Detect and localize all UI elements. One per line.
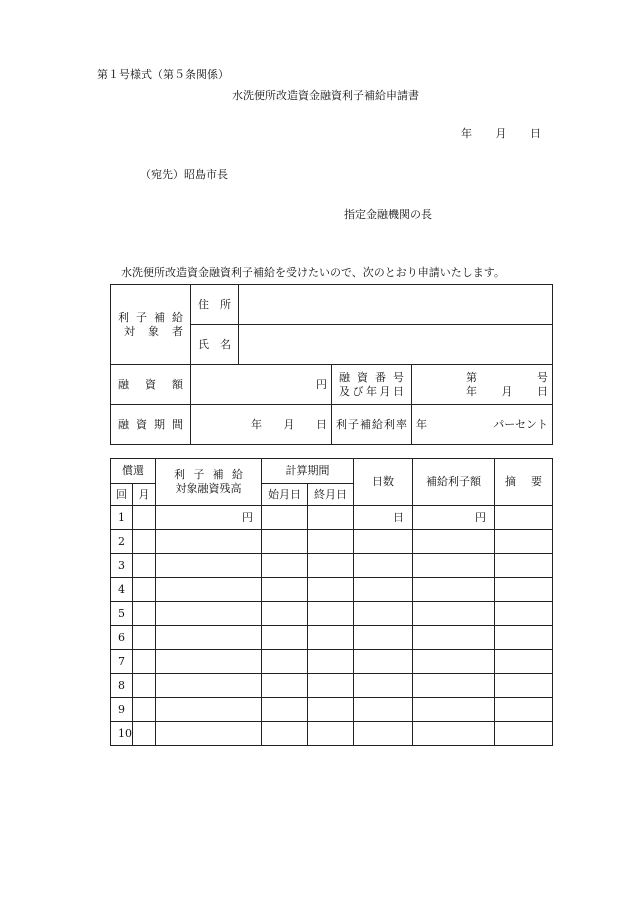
end-day-cell[interactable] bbox=[308, 578, 354, 602]
month-cell[interactable] bbox=[133, 530, 156, 554]
balance-cell[interactable] bbox=[156, 578, 262, 602]
loan-period-field[interactable]: 年 月 日 bbox=[191, 405, 332, 445]
balance-cell[interactable] bbox=[156, 530, 262, 554]
table-row bbox=[111, 626, 553, 650]
days-cell[interactable]: 日 bbox=[354, 506, 413, 530]
month-cell[interactable] bbox=[133, 506, 156, 530]
start-day-cell[interactable] bbox=[262, 674, 308, 698]
remarks-cell[interactable] bbox=[495, 530, 553, 554]
remarks-cell[interactable] bbox=[495, 626, 553, 650]
calc-period-header: 計算期間 bbox=[262, 459, 354, 484]
loan-period-label: 融資期間 bbox=[111, 405, 191, 445]
balance-cell[interactable] bbox=[156, 698, 262, 722]
start-day-cell[interactable] bbox=[262, 698, 308, 722]
repayment-schedule-table bbox=[110, 458, 553, 746]
table-row bbox=[111, 554, 553, 578]
remarks-cell[interactable] bbox=[495, 506, 553, 530]
balance-header: 利子補給 対象融資残高 bbox=[156, 459, 262, 506]
table-row bbox=[111, 530, 553, 554]
name-label: 氏名 bbox=[191, 325, 239, 365]
remarks-cell[interactable] bbox=[495, 554, 553, 578]
balance-cell[interactable]: 円 bbox=[156, 506, 262, 530]
start-day-cell[interactable] bbox=[262, 626, 308, 650]
balance-cell[interactable] bbox=[156, 674, 262, 698]
balance-cell[interactable] bbox=[156, 626, 262, 650]
start-day-cell[interactable] bbox=[262, 650, 308, 674]
start-day-header: 始月日 bbox=[262, 484, 308, 506]
remarks-cell[interactable] bbox=[495, 722, 553, 746]
repayment-header: 償還 bbox=[111, 459, 156, 484]
remarks-header: 摘要 bbox=[495, 459, 553, 506]
address-label: 住所 bbox=[191, 285, 239, 325]
applicant-table bbox=[110, 284, 553, 445]
subsidy-amount-cell[interactable] bbox=[413, 578, 495, 602]
row-number: 10 bbox=[111, 722, 133, 746]
days-cell[interactable] bbox=[354, 650, 413, 674]
remarks-cell[interactable] bbox=[495, 602, 553, 626]
start-day-cell[interactable] bbox=[262, 722, 308, 746]
start-day-cell[interactable] bbox=[262, 602, 308, 626]
row-number: 1 bbox=[111, 506, 133, 530]
balance-cell[interactable] bbox=[156, 722, 262, 746]
days-cell[interactable] bbox=[354, 674, 413, 698]
month-cell[interactable] bbox=[133, 626, 156, 650]
row-number: 5 bbox=[111, 602, 133, 626]
subsidy-amount-header: 補給利子額 bbox=[413, 459, 495, 506]
month-cell[interactable] bbox=[133, 722, 156, 746]
form-number: 第１号様式（第５条関係） bbox=[97, 68, 229, 81]
subsidy-amount-cell[interactable] bbox=[413, 626, 495, 650]
days-cell[interactable] bbox=[354, 722, 413, 746]
end-day-cell[interactable] bbox=[308, 626, 354, 650]
row-number: 6 bbox=[111, 626, 133, 650]
end-day-cell[interactable] bbox=[308, 602, 354, 626]
days-cell[interactable] bbox=[354, 530, 413, 554]
balance-cell[interactable] bbox=[156, 602, 262, 626]
month-cell[interactable] bbox=[133, 650, 156, 674]
days-cell[interactable] bbox=[354, 626, 413, 650]
days-header: 日数 bbox=[354, 459, 413, 506]
start-day-cell[interactable] bbox=[262, 506, 308, 530]
table-row bbox=[111, 602, 553, 626]
month-cell[interactable] bbox=[133, 674, 156, 698]
table-row bbox=[111, 698, 553, 722]
subsidy-amount-cell[interactable] bbox=[413, 674, 495, 698]
days-cell[interactable] bbox=[354, 578, 413, 602]
month-cell[interactable] bbox=[133, 698, 156, 722]
addressee: （宛先）昭島市長 bbox=[140, 168, 228, 181]
month-cell[interactable] bbox=[133, 602, 156, 626]
row-number: 2 bbox=[111, 530, 133, 554]
balance-cell[interactable] bbox=[156, 650, 262, 674]
row-number: 7 bbox=[111, 650, 133, 674]
table-row bbox=[111, 674, 553, 698]
loan-amount-label: 融資額 bbox=[111, 365, 191, 405]
loan-number-field[interactable]: 第 号 年 月 日 bbox=[412, 365, 553, 405]
subsidy-amount-cell[interactable] bbox=[413, 554, 495, 578]
table-row bbox=[111, 578, 553, 602]
row-number: 9 bbox=[111, 698, 133, 722]
loan-number-label: 融資番号 及び年月日 bbox=[332, 365, 412, 405]
subsidy-amount-cell[interactable] bbox=[413, 722, 495, 746]
month-cell[interactable] bbox=[133, 578, 156, 602]
address-field[interactable] bbox=[239, 285, 553, 325]
applicant-group-label: 利子補給 対象者 bbox=[111, 285, 191, 365]
subsidy-amount-cell[interactable] bbox=[413, 602, 495, 626]
remarks-cell[interactable] bbox=[495, 578, 553, 602]
subsidy-amount-cell[interactable] bbox=[413, 650, 495, 674]
bank-head: 指定金融機関の長 bbox=[344, 208, 432, 221]
subsidy-amount-cell[interactable] bbox=[413, 698, 495, 722]
request-text: 水洗便所改造資金融資利子補給を受けたいので、次のとおり申請いたします。 bbox=[121, 266, 505, 279]
table-row bbox=[111, 506, 553, 530]
times-header: 回 bbox=[111, 484, 133, 506]
loan-amount-field[interactable]: 円 bbox=[191, 365, 332, 405]
row-number: 3 bbox=[111, 554, 133, 578]
subsidy-amount-cell[interactable]: 円 bbox=[413, 506, 495, 530]
subsidy-rate-label: 利子補給利率 bbox=[332, 405, 412, 445]
document-title: 水洗便所改造資金融資利子補給申請書 bbox=[232, 89, 419, 102]
start-day-cell[interactable] bbox=[262, 578, 308, 602]
start-day-cell[interactable] bbox=[262, 554, 308, 578]
end-day-cell[interactable] bbox=[308, 554, 354, 578]
month-header: 月 bbox=[133, 484, 156, 506]
row-number: 4 bbox=[111, 578, 133, 602]
table-row bbox=[111, 722, 553, 746]
days-cell[interactable] bbox=[354, 554, 413, 578]
remarks-cell[interactable] bbox=[495, 674, 553, 698]
date-line: 年 月 日 bbox=[461, 127, 541, 140]
end-day-cell[interactable] bbox=[308, 530, 354, 554]
balance-cell[interactable] bbox=[156, 554, 262, 578]
days-cell[interactable] bbox=[354, 602, 413, 626]
end-day-cell[interactable] bbox=[308, 722, 354, 746]
name-field[interactable] bbox=[239, 325, 553, 365]
month-cell[interactable] bbox=[133, 554, 156, 578]
end-day-cell[interactable] bbox=[308, 650, 354, 674]
end-day-header: 終月日 bbox=[308, 484, 354, 506]
end-day-cell[interactable] bbox=[308, 698, 354, 722]
days-cell[interactable] bbox=[354, 698, 413, 722]
end-day-cell[interactable] bbox=[308, 506, 354, 530]
table-row bbox=[111, 650, 553, 674]
end-day-cell[interactable] bbox=[308, 674, 354, 698]
start-day-cell[interactable] bbox=[262, 530, 308, 554]
remarks-cell[interactable] bbox=[495, 650, 553, 674]
subsidy-rate-field[interactable]: 年 パーセント bbox=[412, 405, 553, 445]
row-number: 8 bbox=[111, 674, 133, 698]
remarks-cell[interactable] bbox=[495, 698, 553, 722]
subsidy-amount-cell[interactable] bbox=[413, 530, 495, 554]
